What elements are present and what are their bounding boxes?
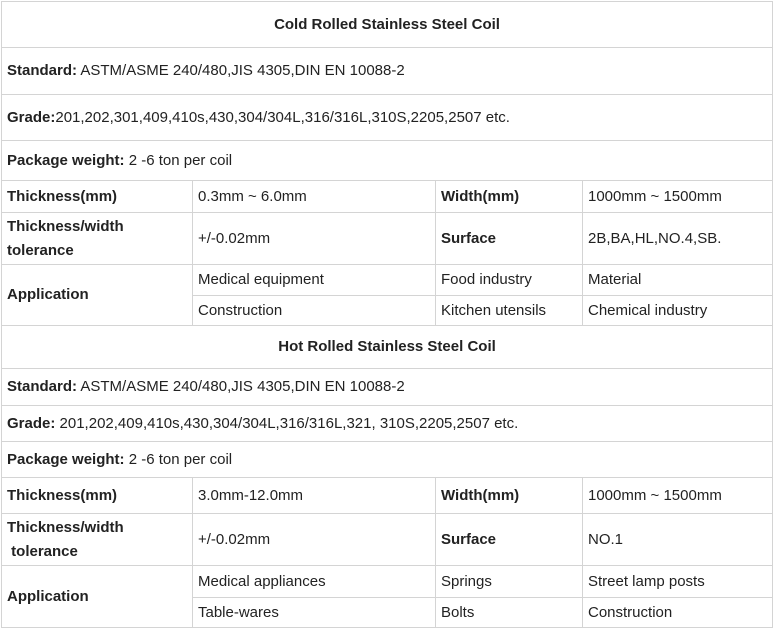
hot-width-value: 1000mm ~ 1500mm xyxy=(583,478,773,514)
hot-package-value: 2 -6 ton per coil xyxy=(124,450,233,468)
hot-grade-value: 201,202,409,410s,430,304/304L,316/316L,321, 310S,2205,2507 etc. xyxy=(55,414,519,432)
hot-standard-value: ASTM/ASME 240/480,JIS 4305,DIN EN 10088-2 xyxy=(77,378,405,395)
cold-thickness-value: 0.3mm ~ 6.0mm xyxy=(193,181,436,213)
hot-package-label: Package weight: xyxy=(7,450,125,468)
cold-tolerance-value: +/-0.02mm xyxy=(193,213,436,265)
cold-grade-row xyxy=(2,95,773,141)
cold-title: Cold Rolled Stainless Steel Coil xyxy=(2,2,773,48)
hot-grade-label: Grade: xyxy=(7,414,56,432)
cold-application-cell: Construction xyxy=(193,296,436,326)
cold-grade-label: Grade: xyxy=(7,108,56,126)
hot-standard-label: Standard: xyxy=(7,378,78,395)
cold-width-label: Width(mm) xyxy=(436,181,583,213)
cold-surface-value: 2B,BA,HL,NO.4,SB. xyxy=(583,213,773,265)
hot-application-cell: Springs xyxy=(436,566,583,598)
hot-application-cell: Medical appliances xyxy=(193,566,436,598)
hot-tolerance-label xyxy=(2,514,193,566)
cold-grade-value: 201,202,301,409,410s,430,304/304L,316/316L,310S,2205,2507 etc. xyxy=(55,108,510,126)
cold-standard-label: Standard: xyxy=(7,62,78,79)
spec-table xyxy=(1,1,773,628)
cold-application-cell: Medical equipment xyxy=(193,265,436,296)
hot-grade-row xyxy=(2,406,773,442)
hot-application-cell: Construction xyxy=(583,598,773,628)
hot-tolerance-label-line1: Thickness/width xyxy=(7,518,124,536)
hot-surface-value: NO.1 xyxy=(583,514,773,566)
cold-tolerance-label-line2: tolerance xyxy=(7,241,74,259)
cold-application-label: Application xyxy=(2,265,193,326)
hot-application-label: Application xyxy=(2,566,193,628)
cold-surface-label: Surface xyxy=(436,213,583,265)
cold-application-cell: Food industry xyxy=(436,265,583,296)
cold-width-value: 1000mm ~ 1500mm xyxy=(583,181,773,213)
hot-surface-label: Surface xyxy=(436,514,583,566)
cold-application-cell: Kitchen utensils xyxy=(436,296,583,326)
hot-application-cell: Street lamp posts xyxy=(583,566,773,598)
hot-tolerance-value: +/-0.02mm xyxy=(193,514,436,566)
cold-tolerance-label-line1: Thickness/width xyxy=(7,217,124,235)
cold-application-cell: Chemical industry xyxy=(583,296,773,326)
cold-thickness-label: Thickness(mm) xyxy=(2,181,193,213)
hot-title: Hot Rolled Stainless Steel Coil xyxy=(2,326,773,369)
cold-tolerance-label xyxy=(2,213,193,265)
hot-tolerance-label-line2: tolerance xyxy=(7,542,78,560)
cold-standard-value: ASTM/ASME 240/480,JIS 4305,DIN EN 10088-2 xyxy=(77,62,405,79)
hot-application-cell: Bolts xyxy=(436,598,583,628)
cold-package-label: Package weight: xyxy=(7,151,125,169)
hot-thickness-label: Thickness(mm) xyxy=(2,478,193,514)
cold-package-row xyxy=(2,141,773,181)
hot-thickness-value: 3.0mm-12.0mm xyxy=(193,478,436,514)
cold-application-cell: Material xyxy=(583,265,773,296)
hot-standard-row xyxy=(2,369,773,406)
hot-package-row xyxy=(2,442,773,478)
hot-application-cell: Table-wares xyxy=(193,598,436,628)
hot-width-label: Width(mm) xyxy=(436,478,583,514)
cold-standard-row xyxy=(2,48,773,95)
cold-package-value: 2 -6 ton per coil xyxy=(124,151,233,169)
